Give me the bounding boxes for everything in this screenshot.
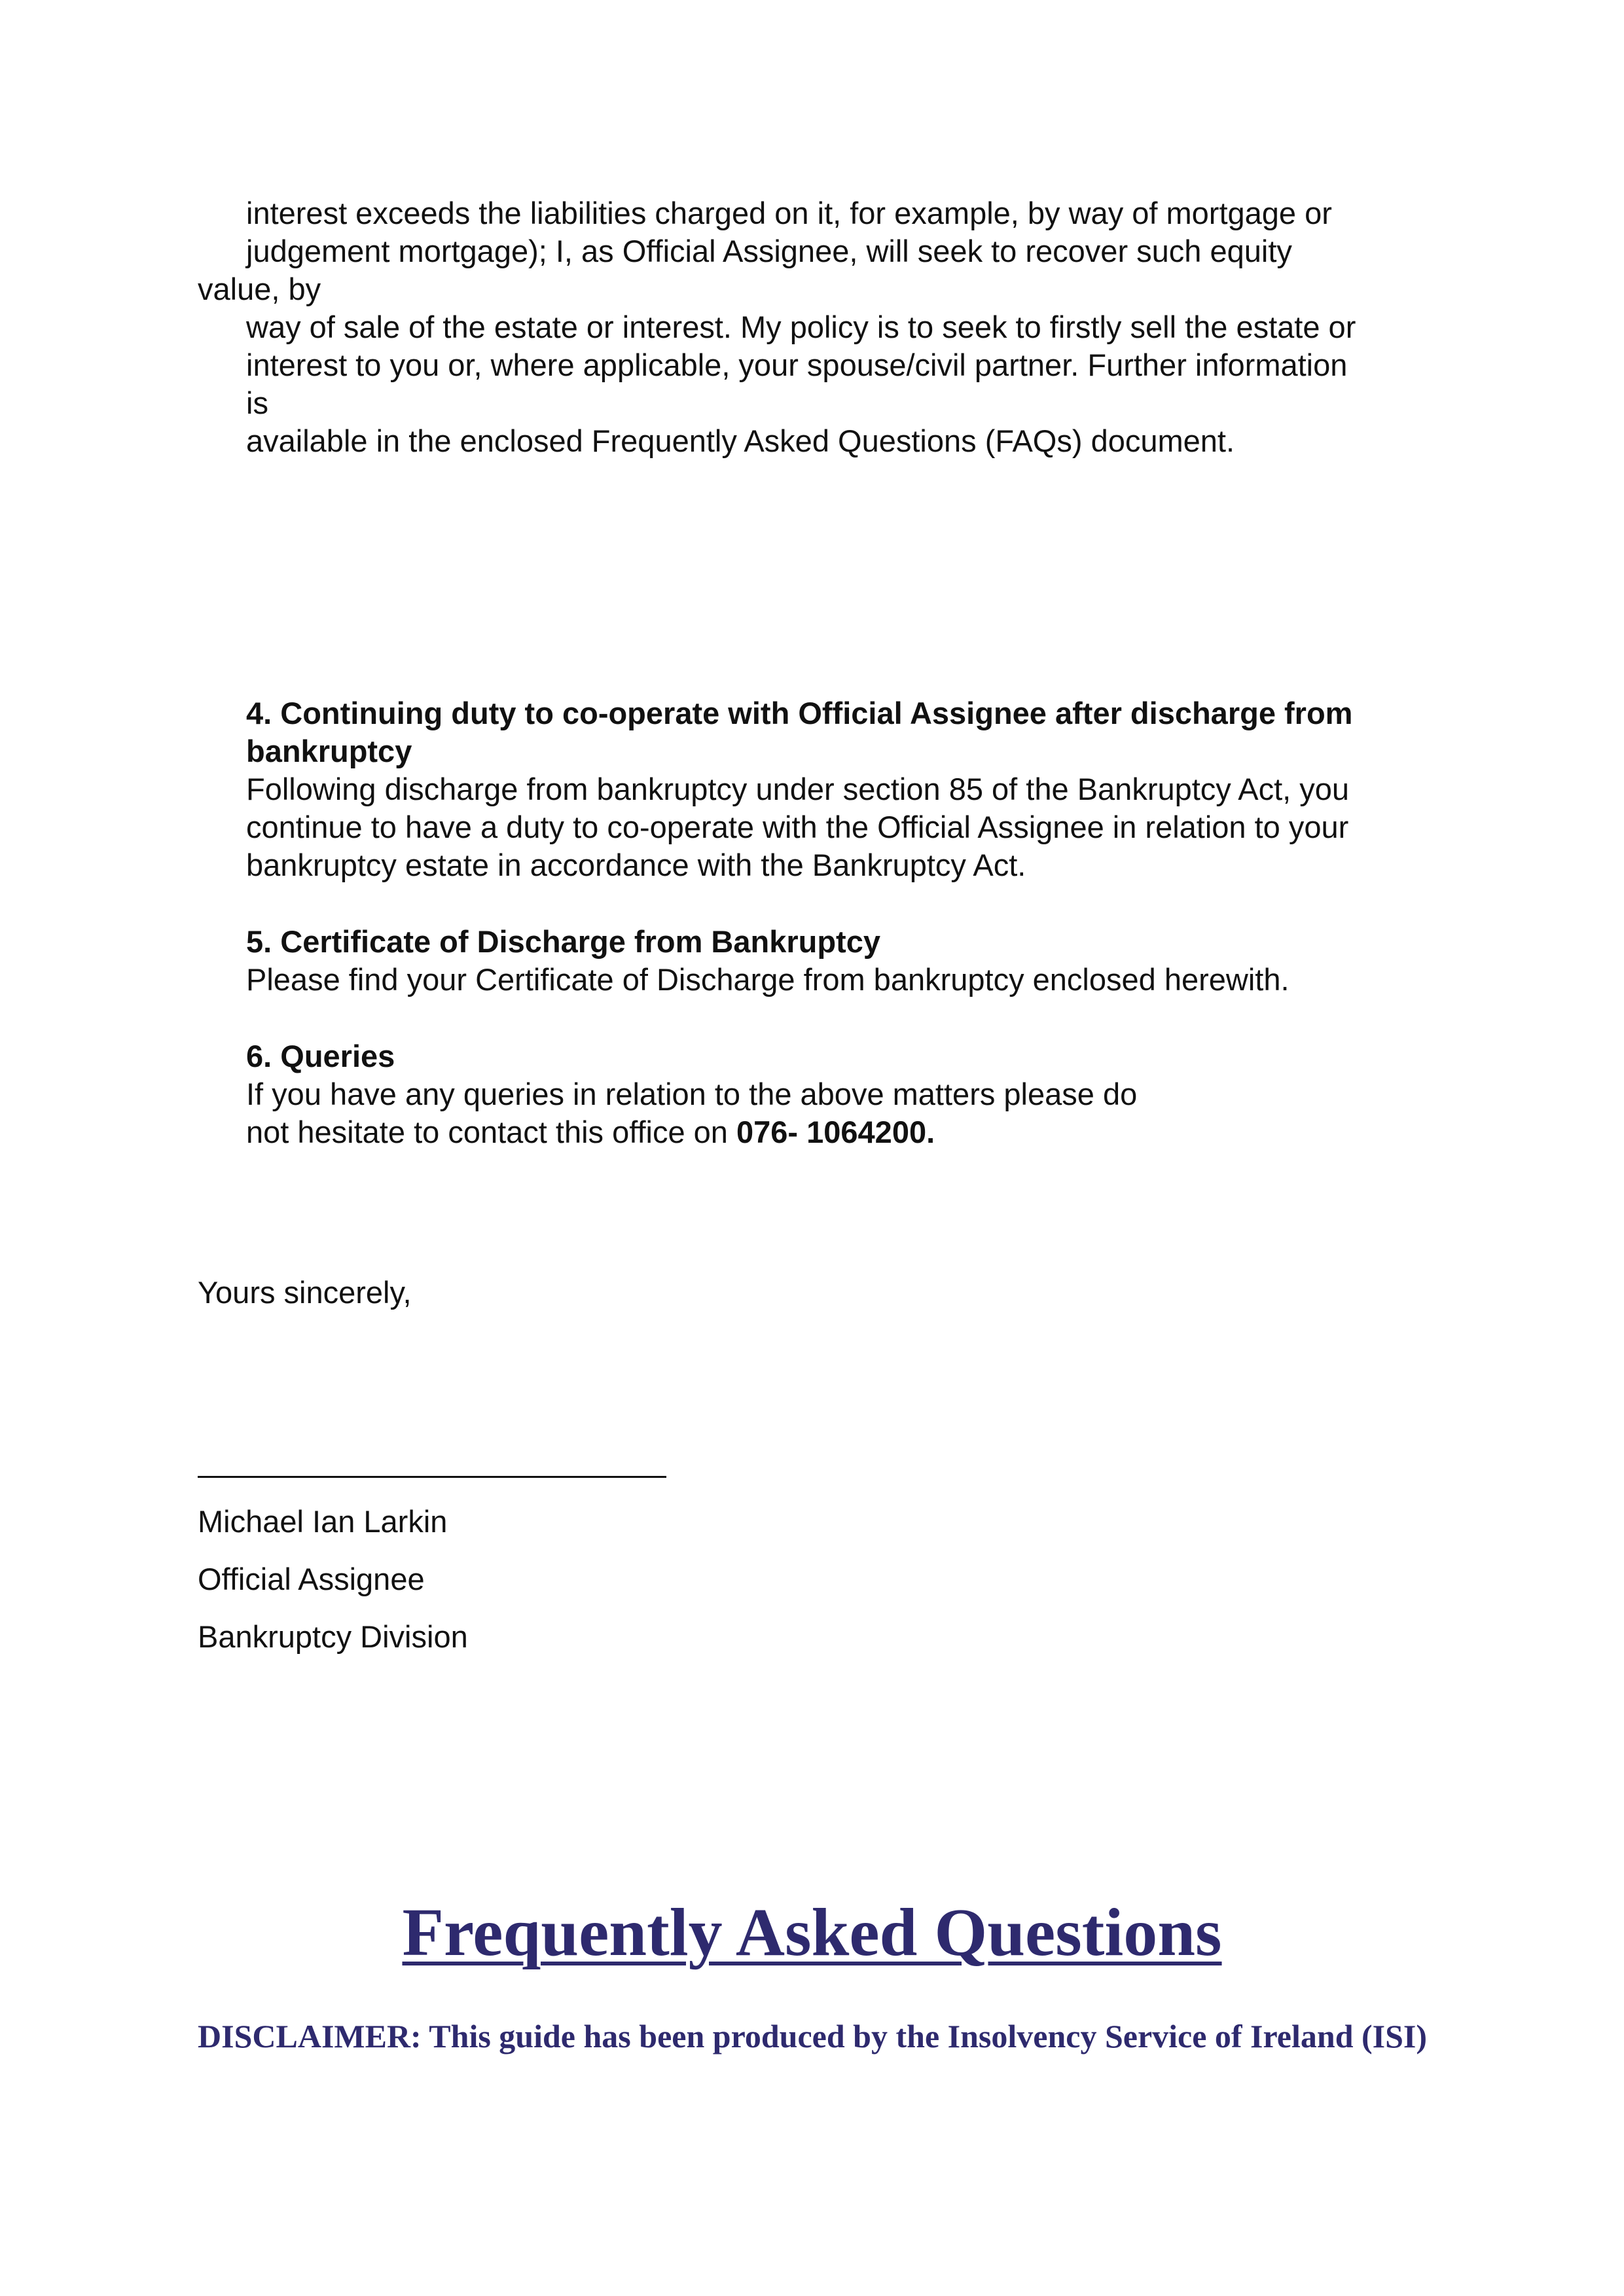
section-4-heading: 4. Continuing duty to co-operate with Official Assignee after discharge from <box>246 696 1353 730</box>
signature-line <box>198 1476 666 1478</box>
signatory-division: Bankruptcy Division <box>198 1619 468 1654</box>
section-4-text-2: continue to have a duty to co-operate with the Official Assignee in relation to your <box>246 810 1349 844</box>
section-6-text-2 <box>246 1113 935 1151</box>
body-line-1: interest exceeds the liabilities charged on it, for example, by way of mortgage or <box>246 196 1332 230</box>
section-4-heading-cont: bankruptcy <box>246 734 412 768</box>
signatory-name: Michael Ian Larkin <box>198 1504 448 1539</box>
signatory-title: Official Assignee <box>198 1562 425 1596</box>
faq-title: Frequently Asked Questions <box>402 1895 1222 1970</box>
section-6-heading: 6. Queries <box>246 1039 395 1073</box>
body-line-5: interest to you or, where applicable, your spouse/civil partner. Further information <box>246 348 1348 382</box>
section-5-text: Please find your Certificate of Discharge from bankruptcy enclosed herewith. <box>246 962 1290 997</box>
contact-text: not hesitate to contact this office on <box>246 1115 736 1149</box>
body-line-6: is <box>246 386 268 420</box>
body-line-4: way of sale of the estate or interest. My policy is to seek to firstly sell the estate or <box>246 310 1356 344</box>
phone-number: 076- 1064200. <box>736 1115 935 1149</box>
faq-disclaimer: DISCLAIMER: This guide has been produced by the Insolvency Service of Ireland (ISI) <box>198 2018 1428 2054</box>
body-line-3: value, by <box>198 272 321 306</box>
section-5-heading: 5. Certificate of Discharge from Bankruptcy <box>246 924 880 959</box>
section-4-text-3: bankruptcy estate in accordance with the Bankruptcy Act. <box>246 848 1026 882</box>
section-4-text-1: Following discharge from bankruptcy under section 85 of the Bankruptcy Act, you <box>246 772 1350 806</box>
body-line-2: judgement mortgage); I, as Official Assignee, will seek to recover such equity <box>246 234 1292 268</box>
salutation: Yours sincerely, <box>198 1275 412 1310</box>
section-6-text-1: If you have any queries in relation to the above matters please do <box>246 1077 1138 1111</box>
body-line-7: available in the enclosed Frequently Asked Questions (FAQs) document. <box>246 423 1235 458</box>
